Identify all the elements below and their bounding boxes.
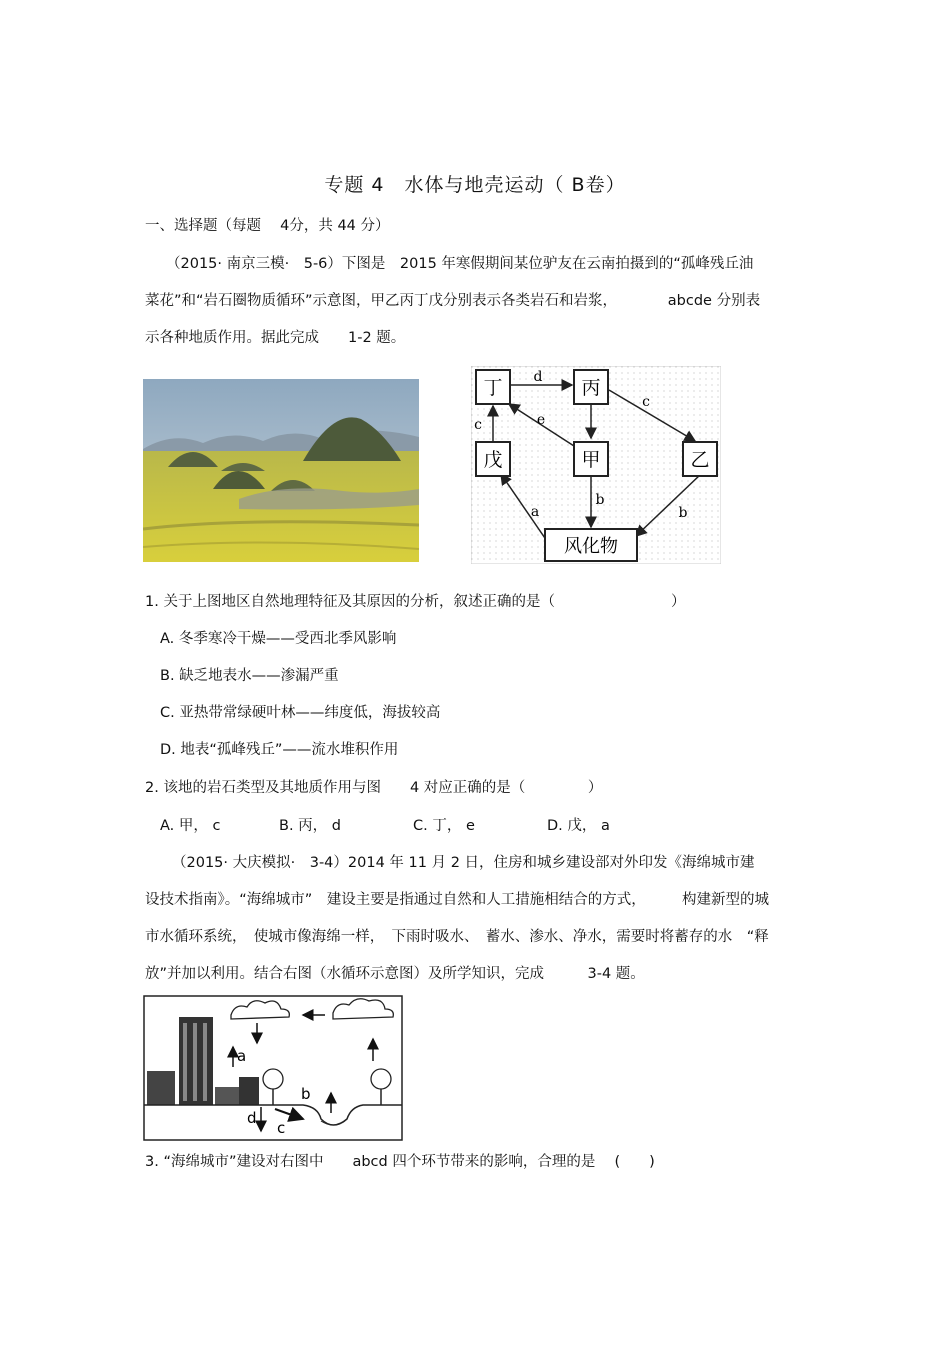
intro2-line2: 设技术指南》。“海绵城市” 建设主要是指通过自然和人工措施相结合的方式， 构建新型的城 — [145, 892, 770, 908]
label-b-right: b — [678, 505, 688, 521]
q1-stem: 1. 关于上图地区自然地理特征及其原因的分析，叙述正确的是（ ） — [145, 594, 686, 610]
q1-option-a: A. 冬季寒冷干燥——受西北季风影响 — [160, 631, 397, 647]
node-bing: 丙 — [581, 377, 601, 399]
intro1-line1: （2015· 南京三模· 5-6）下图是 2015 年寒假期间某位驴友在云南拍摄到的“孤峰残丘油 — [166, 256, 754, 272]
intro1-line2: 菜花”和“岩石圈物质循环”示意图，甲乙丙丁戊分别表示各类岩石和岩浆， abcde 分别表 — [145, 293, 761, 309]
q1-option-b: B. 缺乏地表水——渗漏严重 — [160, 668, 339, 684]
label-c: c — [277, 1119, 286, 1137]
rock-cycle-diagram — [471, 366, 721, 564]
node-wu: 戊 — [483, 449, 503, 471]
node-ding: 丁 — [483, 377, 503, 399]
tree-icon — [263, 1069, 283, 1089]
q2-stem: 2. 该地的岩石类型及其地质作用与图 4 对应正确的是（ ） — [145, 780, 603, 796]
intro2-line1: （2015· 大庆模拟· 3-4）2014 年 11 月 2 日，住房和城乡建设部对外印发《海绵城市建 — [172, 855, 755, 871]
q2-option-b: B. 丙， d — [279, 818, 341, 834]
section-heading: 一、选择题（每题 4分，共 44 分） — [145, 218, 390, 234]
node-yi: 乙 — [690, 449, 710, 471]
landscape-photo — [143, 379, 419, 562]
page-title: 专题 4 水体与地壳运动（ B卷） — [324, 174, 626, 196]
label-d: d — [533, 369, 543, 385]
label-b-mid: b — [595, 492, 605, 508]
label-b: b — [301, 1085, 311, 1103]
q2-option-a: A. 甲， c — [160, 818, 221, 834]
q2-option-d: D. 戊， a — [547, 818, 610, 834]
q3-stem: 3. “海绵城市”建设对右图中 abcd 四个环节带来的影响，合理的是 ( ) — [145, 1154, 655, 1170]
q2-option-c: C. 丁， e — [413, 818, 475, 834]
intro2-line3: 市水循环系统， 使城市像海绵一样， 下雨时吸水、 蓄水、渗水、净水，需要时将蓄存的水 “释 — [145, 929, 769, 945]
label-d: d — [247, 1109, 257, 1127]
label-e: e — [536, 412, 546, 428]
label-a: a — [530, 504, 540, 520]
q1-option-c: C. 亚热带常绿硬叶林——纬度低，海拔较高 — [160, 705, 441, 721]
label-c-top: c — [642, 394, 650, 410]
node-weathering: 风化物 — [564, 536, 618, 557]
label-c-left: c — [474, 417, 482, 433]
node-jia: 甲 — [581, 449, 601, 471]
intro2-line4: 放”并加以利用。结合右图（水循环示意图）及所学知识，完成 3-4 题。 — [145, 966, 645, 982]
tree-right-icon — [371, 1069, 391, 1089]
q1-option-d: D. 地表“孤峰残丘”——流水堆积作用 — [160, 742, 399, 758]
water-cycle-diagram — [143, 995, 403, 1141]
intro1-line3: 示各种地质作用。据此完成 1-2 题。 — [145, 330, 406, 346]
label-a: a — [237, 1047, 247, 1065]
